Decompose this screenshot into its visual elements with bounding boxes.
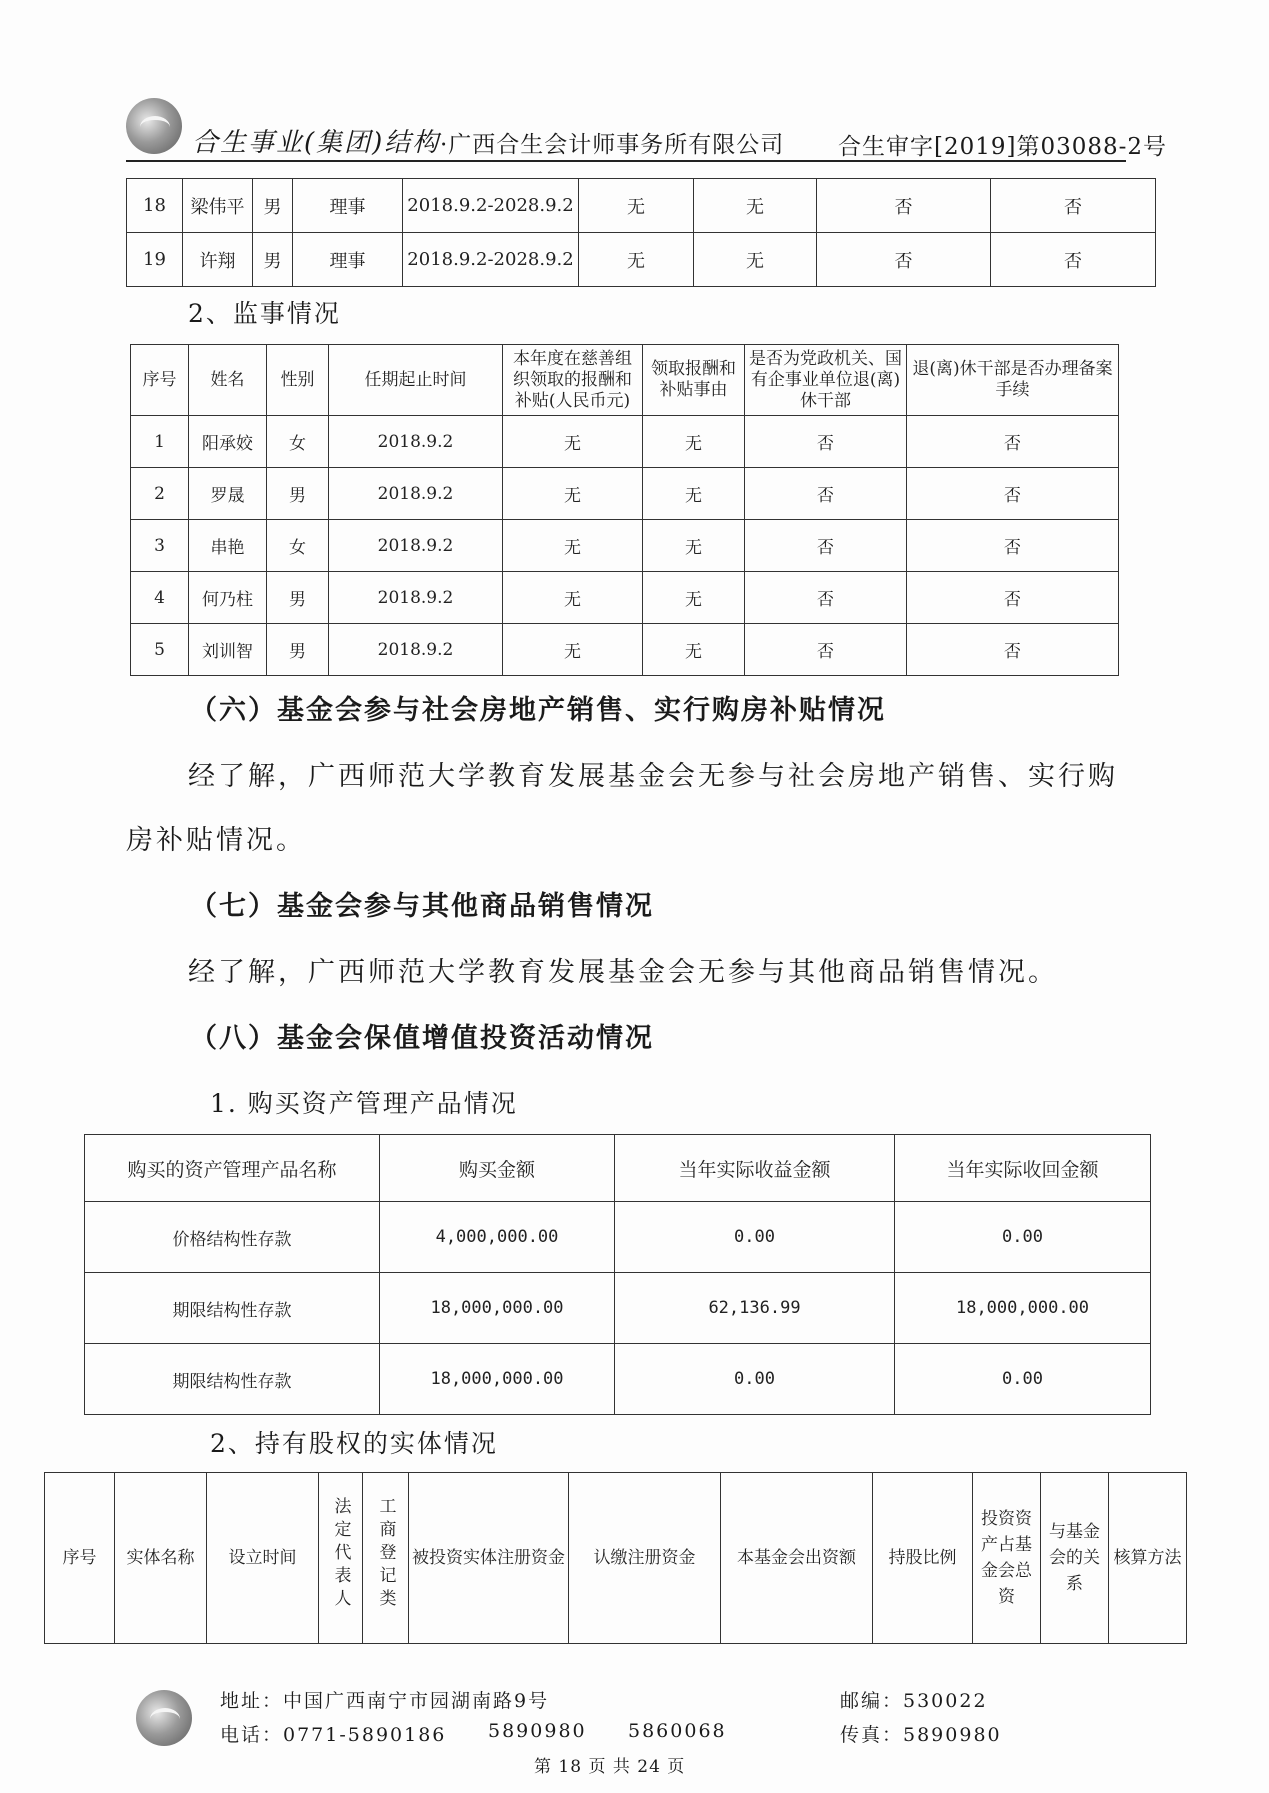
column-header: 性别: [267, 345, 329, 416]
firm-logo: [126, 98, 182, 154]
column-header: 被投资实体注册资金: [409, 1473, 569, 1644]
column-header: 是否为党政机关、国有企事业单位退(离)休干部: [745, 345, 907, 416]
cell: 罗晟: [189, 468, 267, 520]
page-number: 第 18 页 共 24 页: [534, 1757, 686, 1777]
column-header: 退(离)休干部是否办理备案手续: [907, 345, 1119, 416]
equity-heading: 2、持有股权的实体情况: [210, 1429, 498, 1458]
table-row: [131, 572, 1119, 624]
column-header: 与基金会的关系: [1041, 1473, 1109, 1644]
cell: 无: [643, 572, 745, 624]
firm-name: ·广西合生会计师事务所有限公司: [440, 132, 785, 158]
cell: 否: [907, 468, 1119, 520]
section8-title: （八）基金会保值增值投资活动情况: [190, 1023, 654, 1054]
cell: 男: [253, 233, 293, 287]
cell: 否: [745, 416, 907, 468]
column-header: 持股比例: [873, 1473, 973, 1644]
column-header: 核算方法: [1109, 1473, 1187, 1644]
cell: 无: [503, 572, 643, 624]
cell: 2018.9.2: [329, 468, 503, 520]
column-header: 设立时间: [207, 1473, 319, 1644]
cell: 理事: [293, 179, 403, 233]
cell: 无: [503, 520, 643, 572]
column-header: 序号: [45, 1473, 115, 1644]
cell: 0.00: [615, 1202, 895, 1273]
cell: 3: [131, 520, 189, 572]
cell: 2018.9.2: [329, 572, 503, 624]
cell: 无: [503, 468, 643, 520]
column-header: 当年实际收益金额: [615, 1135, 895, 1202]
cell: 无: [579, 233, 694, 287]
cell: 0.00: [895, 1202, 1151, 1273]
cell: 否: [745, 624, 907, 676]
column-header: 本年度在慈善组织领取的报酬和补贴(人民币元): [503, 345, 643, 416]
column-header: 购买金额: [380, 1135, 615, 1202]
cell: 2018.9.2: [329, 624, 503, 676]
column-header: [363, 1473, 409, 1644]
table-header-row: [131, 345, 1119, 416]
cell: 5: [131, 624, 189, 676]
cell: 62,136.99: [615, 1273, 895, 1344]
cell: 1: [131, 416, 189, 468]
cell: 刘训智: [189, 624, 267, 676]
section6-title: （六）基金会参与社会房地产销售、实行购房补贴情况: [190, 695, 886, 726]
column-header: 购买的资产管理产品名称: [85, 1135, 380, 1202]
section6-line2: 房补贴情况。: [126, 825, 306, 856]
equity-table: [44, 1472, 1187, 1644]
cell: 18,000,000.00: [380, 1273, 615, 1344]
column-header: 本基金会出资额: [721, 1473, 873, 1644]
section6-line1: 经了解，广西师范大学教育发展基金会无参与社会房地产销售、实行购: [188, 761, 1118, 792]
cell: 理事: [293, 233, 403, 287]
table-row: [127, 233, 1156, 287]
header-text: 工商登记类: [375, 1496, 396, 1612]
cell: 2018.9.2: [329, 520, 503, 572]
cell: 无: [643, 468, 745, 520]
cell: 期限结构性存款: [85, 1344, 380, 1415]
cell: 串艳: [189, 520, 267, 572]
section7-line1: 经了解，广西师范大学教育发展基金会无参与其他商品销售情况。: [188, 957, 1058, 988]
cell: 18: [127, 179, 183, 233]
column-header: 姓名: [189, 345, 267, 416]
column-header: 认缴注册资金: [569, 1473, 721, 1644]
header-rule: [126, 160, 1126, 162]
cell: 18,000,000.00: [380, 1344, 615, 1415]
table-header-row: [85, 1135, 1151, 1202]
table-header-row: [45, 1473, 1187, 1644]
footer-postcode: 邮编：530022: [840, 1690, 988, 1712]
cell: 无: [694, 233, 817, 287]
cell: 女: [267, 520, 329, 572]
column-header: [319, 1473, 363, 1644]
supervisors-table: [130, 344, 1119, 676]
footer-phone-3: 5860068: [628, 1720, 727, 1742]
cell: 许翔: [183, 233, 253, 287]
header-text: 法定代表人: [330, 1496, 351, 1612]
cell: 女: [267, 416, 329, 468]
cell: 无: [643, 624, 745, 676]
cell: 价格结构性存款: [85, 1202, 380, 1273]
firm-script-name: 合生事业(集团)结构: [192, 128, 441, 158]
table-row: [131, 624, 1119, 676]
cell: 否: [745, 468, 907, 520]
cell: 4,000,000.00: [380, 1202, 615, 1273]
footer-address: 地址：中国广西南宁市园湖南路9号: [220, 1690, 550, 1712]
cell: 否: [745, 520, 907, 572]
section7-title: （七）基金会参与其他商品销售情况: [190, 891, 654, 922]
column-header: 任期起止时间: [329, 345, 503, 416]
cell: 18,000,000.00: [895, 1273, 1151, 1344]
cell: 梁伟平: [183, 179, 253, 233]
table-row: [131, 468, 1119, 520]
cell: 0.00: [895, 1344, 1151, 1415]
cell: 19: [127, 233, 183, 287]
column-header: 领取报酬和补贴事由: [643, 345, 745, 416]
table-row: [85, 1273, 1151, 1344]
column-header: 当年实际收回金额: [895, 1135, 1151, 1202]
cell: 0.00: [615, 1344, 895, 1415]
table-row: [85, 1344, 1151, 1415]
cell: 否: [991, 179, 1156, 233]
cell: 男: [267, 624, 329, 676]
cell: 阳承姣: [189, 416, 267, 468]
products-heading: 1. 购买资产管理产品情况: [210, 1089, 518, 1118]
column-header: 序号: [131, 345, 189, 416]
cell: 2018.9.2-2028.9.2: [403, 179, 579, 233]
column-header: 实体名称: [115, 1473, 207, 1644]
cell: 否: [907, 572, 1119, 624]
cell: 男: [267, 572, 329, 624]
cell: 否: [907, 624, 1119, 676]
cell: 无: [503, 624, 643, 676]
cell: 2018.9.2-2028.9.2: [403, 233, 579, 287]
cell: 否: [907, 416, 1119, 468]
directors-table: [126, 178, 1156, 287]
cell: 期限结构性存款: [85, 1273, 380, 1344]
supervisors-heading: 2、监事情况: [188, 299, 341, 328]
table-row: [85, 1202, 1151, 1273]
footer-logo: [136, 1690, 192, 1746]
products-table: [84, 1134, 1151, 1415]
cell: 否: [907, 520, 1119, 572]
cell: 何乃柱: [189, 572, 267, 624]
cell: 无: [643, 416, 745, 468]
cell: 2: [131, 468, 189, 520]
cell: 无: [694, 179, 817, 233]
table-row: [127, 179, 1156, 233]
footer-fax: 传真：5890980: [840, 1724, 1002, 1746]
footer-phone-2: 5890980: [488, 1720, 587, 1742]
column-header: 投资资产占基金会总资: [973, 1473, 1041, 1644]
cell: 男: [267, 468, 329, 520]
footer-phone: 电话：0771-5890186: [220, 1724, 447, 1746]
cell: 否: [745, 572, 907, 624]
cell: 无: [579, 179, 694, 233]
cell: 否: [817, 233, 991, 287]
cell: 无: [503, 416, 643, 468]
cell: 4: [131, 572, 189, 624]
cell: 男: [253, 179, 293, 233]
cell: 否: [817, 179, 991, 233]
cell: 2018.9.2: [329, 416, 503, 468]
cell: 无: [643, 520, 745, 572]
table-row: [131, 520, 1119, 572]
cell: 否: [991, 233, 1156, 287]
table-row: [131, 416, 1119, 468]
doc-number: 合生审字[2019]第03088-2号: [838, 134, 1168, 160]
